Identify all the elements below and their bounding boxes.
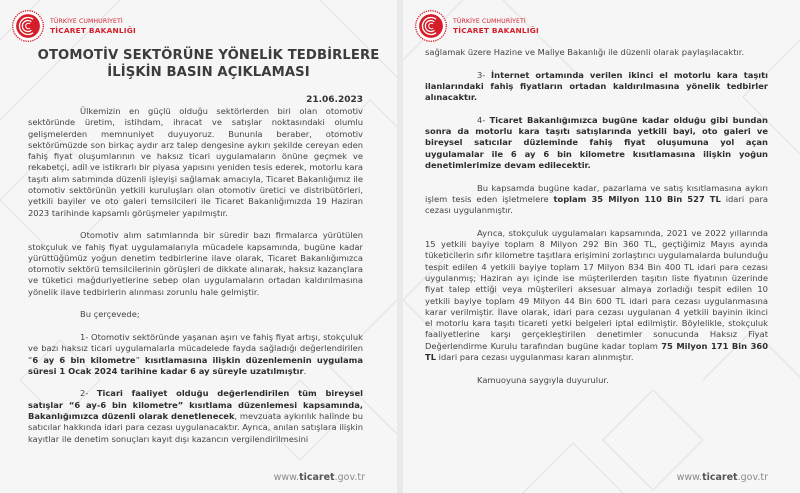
fines-text-c: idari para cezası uygulanmıştır. [425,193,768,216]
footer-suffix: .gov.tr [334,472,365,483]
item-4-highlight: Ticaret Bakanlığımızca bugüne kadar olduğu gibi bundan sonra da motorlu kara taşıtı satışlarında yetkili bayi, oto galeri ve bireysel satıcılar düzleminde fahiş fiyat oluşumuna yol açan uygulamalar ile 6 ay 6 bin kilometre kısıtlamasına ilişkin yoğun denetimlerimize devam edilecektir. [425,114,768,170]
item-1-text-e: . [303,365,307,376]
item-1-decision: kısıtlamasına ilişkin düzenlemenin uygulama süresi 1 Ocak 2024 tarihine kadar 6 ay süreyle uzatılmıştır [28,354,364,376]
page-title [20,47,397,81]
paragraph-framework: Bu çerçevede; [80,309,140,320]
item-1-text-c: ” [135,354,145,365]
stockpiling-text: Ayrıca, stokçuluk uygulamaları kapsamında, 2021 ve 2022 yıllarında 15 yetkili bayiye toplam 8 Milyon 292 Bin 360 TL, geçtiğimiz Mayıs ayında tüketicilerin sıfır kilometre taşıtlara erişimini zorlaştırıcı uygulamalarda bulunduğu tespit edilen 4 yetkili bayiye toplam 17 Milyon 834 Bin 400 TL idari para cezası uygulanmış; Haziran ayı içinde ise müşterilerden taşıtın liste fiyatının üzerinde fiyat talep ettiği veya müşterileri aksesuar almaya zorladığı tespit edilen 10 yetkili bayiye toplam 49 Milyon 44 Bin 600 TL idari para cezası uygulanmasına karar verilmiştir. İlave olarak, idari para cezası uygulanan 4 yetkili bayinin ikinci el motorlu kara taşıtı ticareti yetki belgeleri iptal edilmiştir. Böylelikle, stokçuluk faaliyetlerine karşı gerçekleştirilen denetimler sonucunda Haksız Fiyat Değerlendirme Kurulu tarafından bugüne kadar toplam [425,227,768,351]
item-3-highlight: İnternet ortamında verilen ikinci el motorlu kara taşıtı ilanlarındaki fahiş fiyatların ortadan kaldırılmasına yönelik tedbirler alınacaktır. [425,69,768,103]
logo-line-1: TÜRKİYE CUMHURİYETİ [453,18,526,25]
press-release-page-1 [0,0,397,493]
paragraph-context: Otomotiv alım satımlarında bir süredir bazı firmalarca yürütülen stokçuluk ve fahiş fiyat uygulamalarıyla mücadele kapsamında, bugüne kadar yürüttüğümüz yoğun denetim tedbirlerine ilave olarak, Ticaret Bakanlığımızca otomotiv sektörü temsilcilerinin görüşleri de dikkate alınarak, haksız kazançlara ve tüketici mağduriyetlerine sebep olan uygulamaların ortadan kaldırılmasına yönelik ilave tedbirlerin alınması zorunlu hale gelmiştir. [28,230,363,297]
measure-item-4 [425,115,768,171]
ministry-logo [11,9,136,43]
website-footer [677,472,768,483]
logo-line-1: TÜRKİYE CUMHURİYETİ [50,18,123,25]
press-release-page-2 [403,0,800,493]
stockpiling-text-end: idari para cezası uygulanması kararı alınmıştır. [436,352,634,363]
item-1-highlight: 6 ay 6 bin kilometre [32,354,136,365]
paragraph-intro: Ülkemizin en güçlü olduğu sektörlerden biri olan otomotiv sektöründe üretim, istihdam, ihracat ve satışlar noktasındaki olumlu gelişmelerden memnuniyet duyuyoruz. Bununla beraber, otomotiv sektörümüzde son birkaç aydır arz talep dengesine aykırı şekilde cereyan eden fahiş fiyat oluşumlarının ve haksız ticari uygulamaların önüne geçmek ve rekabetçi, adil ve istikrarlı bir piyasa yapısını yeniden tesis ederek, motorlu kara taşıtı alım satımında düzenli işleyişi sağlamak amacıyla, Ticaret Bakanlığımız ile otomotiv sektörünün yetkili kuruluşları olan otomotiv üretici ve distribütörleri, yetkili bayiler ve oto galeri temsilcileri ile Ticaret Bakanlığımızda 19 Haziran 2023 tarihinde kapsamlı görüşmeler yapılmıştır. [28,106,363,218]
footer-prefix: www. [273,472,300,483]
item-3-number: 3- [477,69,492,80]
ministry-emblem-icon [11,9,45,43]
paragraph-stockpiling [425,228,768,364]
page-2-body [425,47,768,386]
item-2-number: 2- [80,388,97,399]
measure-item-3 [425,70,768,104]
footer-domain: ticaret [702,472,738,483]
website-footer [274,472,365,483]
footer-prefix: www. [676,472,703,483]
page-1-body [28,106,363,445]
measure-item-1 [28,332,363,377]
logo-line-2: TİCARET BAKANLIĞI [50,26,136,35]
title-line-1: OTOMOTİV SEKTÖRÜNE YÖNELİK TEDBİRLERE [37,48,380,63]
item-2-text: , mevzuata aykırılık halinde bu satıcılar hakkında idari para cezası uygulanacaktır. Ayrıca, anılan satışlara ilişkin kayıtlar ile denetim sonuçları kayıt dışı kazancın vergilendirilmesini [28,411,363,444]
paragraph-closing: Kamuoyuna saygıyla duyurulur. [477,374,609,385]
item-1-text-a: 1- Otomotiv sektöründe yaşanan aşırı ve fahiş fiyat artışı, stokçuluk ve bazı haksız ticari uygulamalarla mücadelede fayda sağladığı değerlendirilen “ [28,331,363,365]
paragraph-fines-total [425,183,768,217]
fines-text-a: Bu kapsamda bugüne kadar, pazarlama ve satış kısıtlamasına aykırı işlem tesis eden işletmelere [425,182,768,204]
logo-line-2: TİCARET BAKANLIĞI [453,26,539,35]
ministry-emblem-icon [414,9,448,43]
fines-amount: toplam 35 Milyon 110 Bin 527 TL [553,193,721,204]
measure-item-2 [28,388,363,444]
release-date: 21.06.2023 [306,95,363,105]
title-line-2: İLİŞKİN BASIN AÇIKLAMASI [107,65,310,80]
paragraph-continued: sağlamak üzere Hazine ve Maliye Bakanlığı ile düzenli olarak paylaşılacaktır. [425,47,745,57]
item-2-highlight: Ticari faaliyet olduğu değerlendirilen tüm bireysel satışlar “6 ay-6 bin kilometre” kısıtlama düzenlemesi kapsamında, Bakanlığımızca düzenli olarak denetlenecek [28,388,363,422]
footer-domain: ticaret [299,472,335,483]
ministry-logo [414,9,539,43]
stockpiling-total: 75 Milyon 171 Bin 360 TL [425,340,769,363]
footer-suffix: .gov.tr [737,472,768,483]
item-4-number: 4- [477,114,490,125]
